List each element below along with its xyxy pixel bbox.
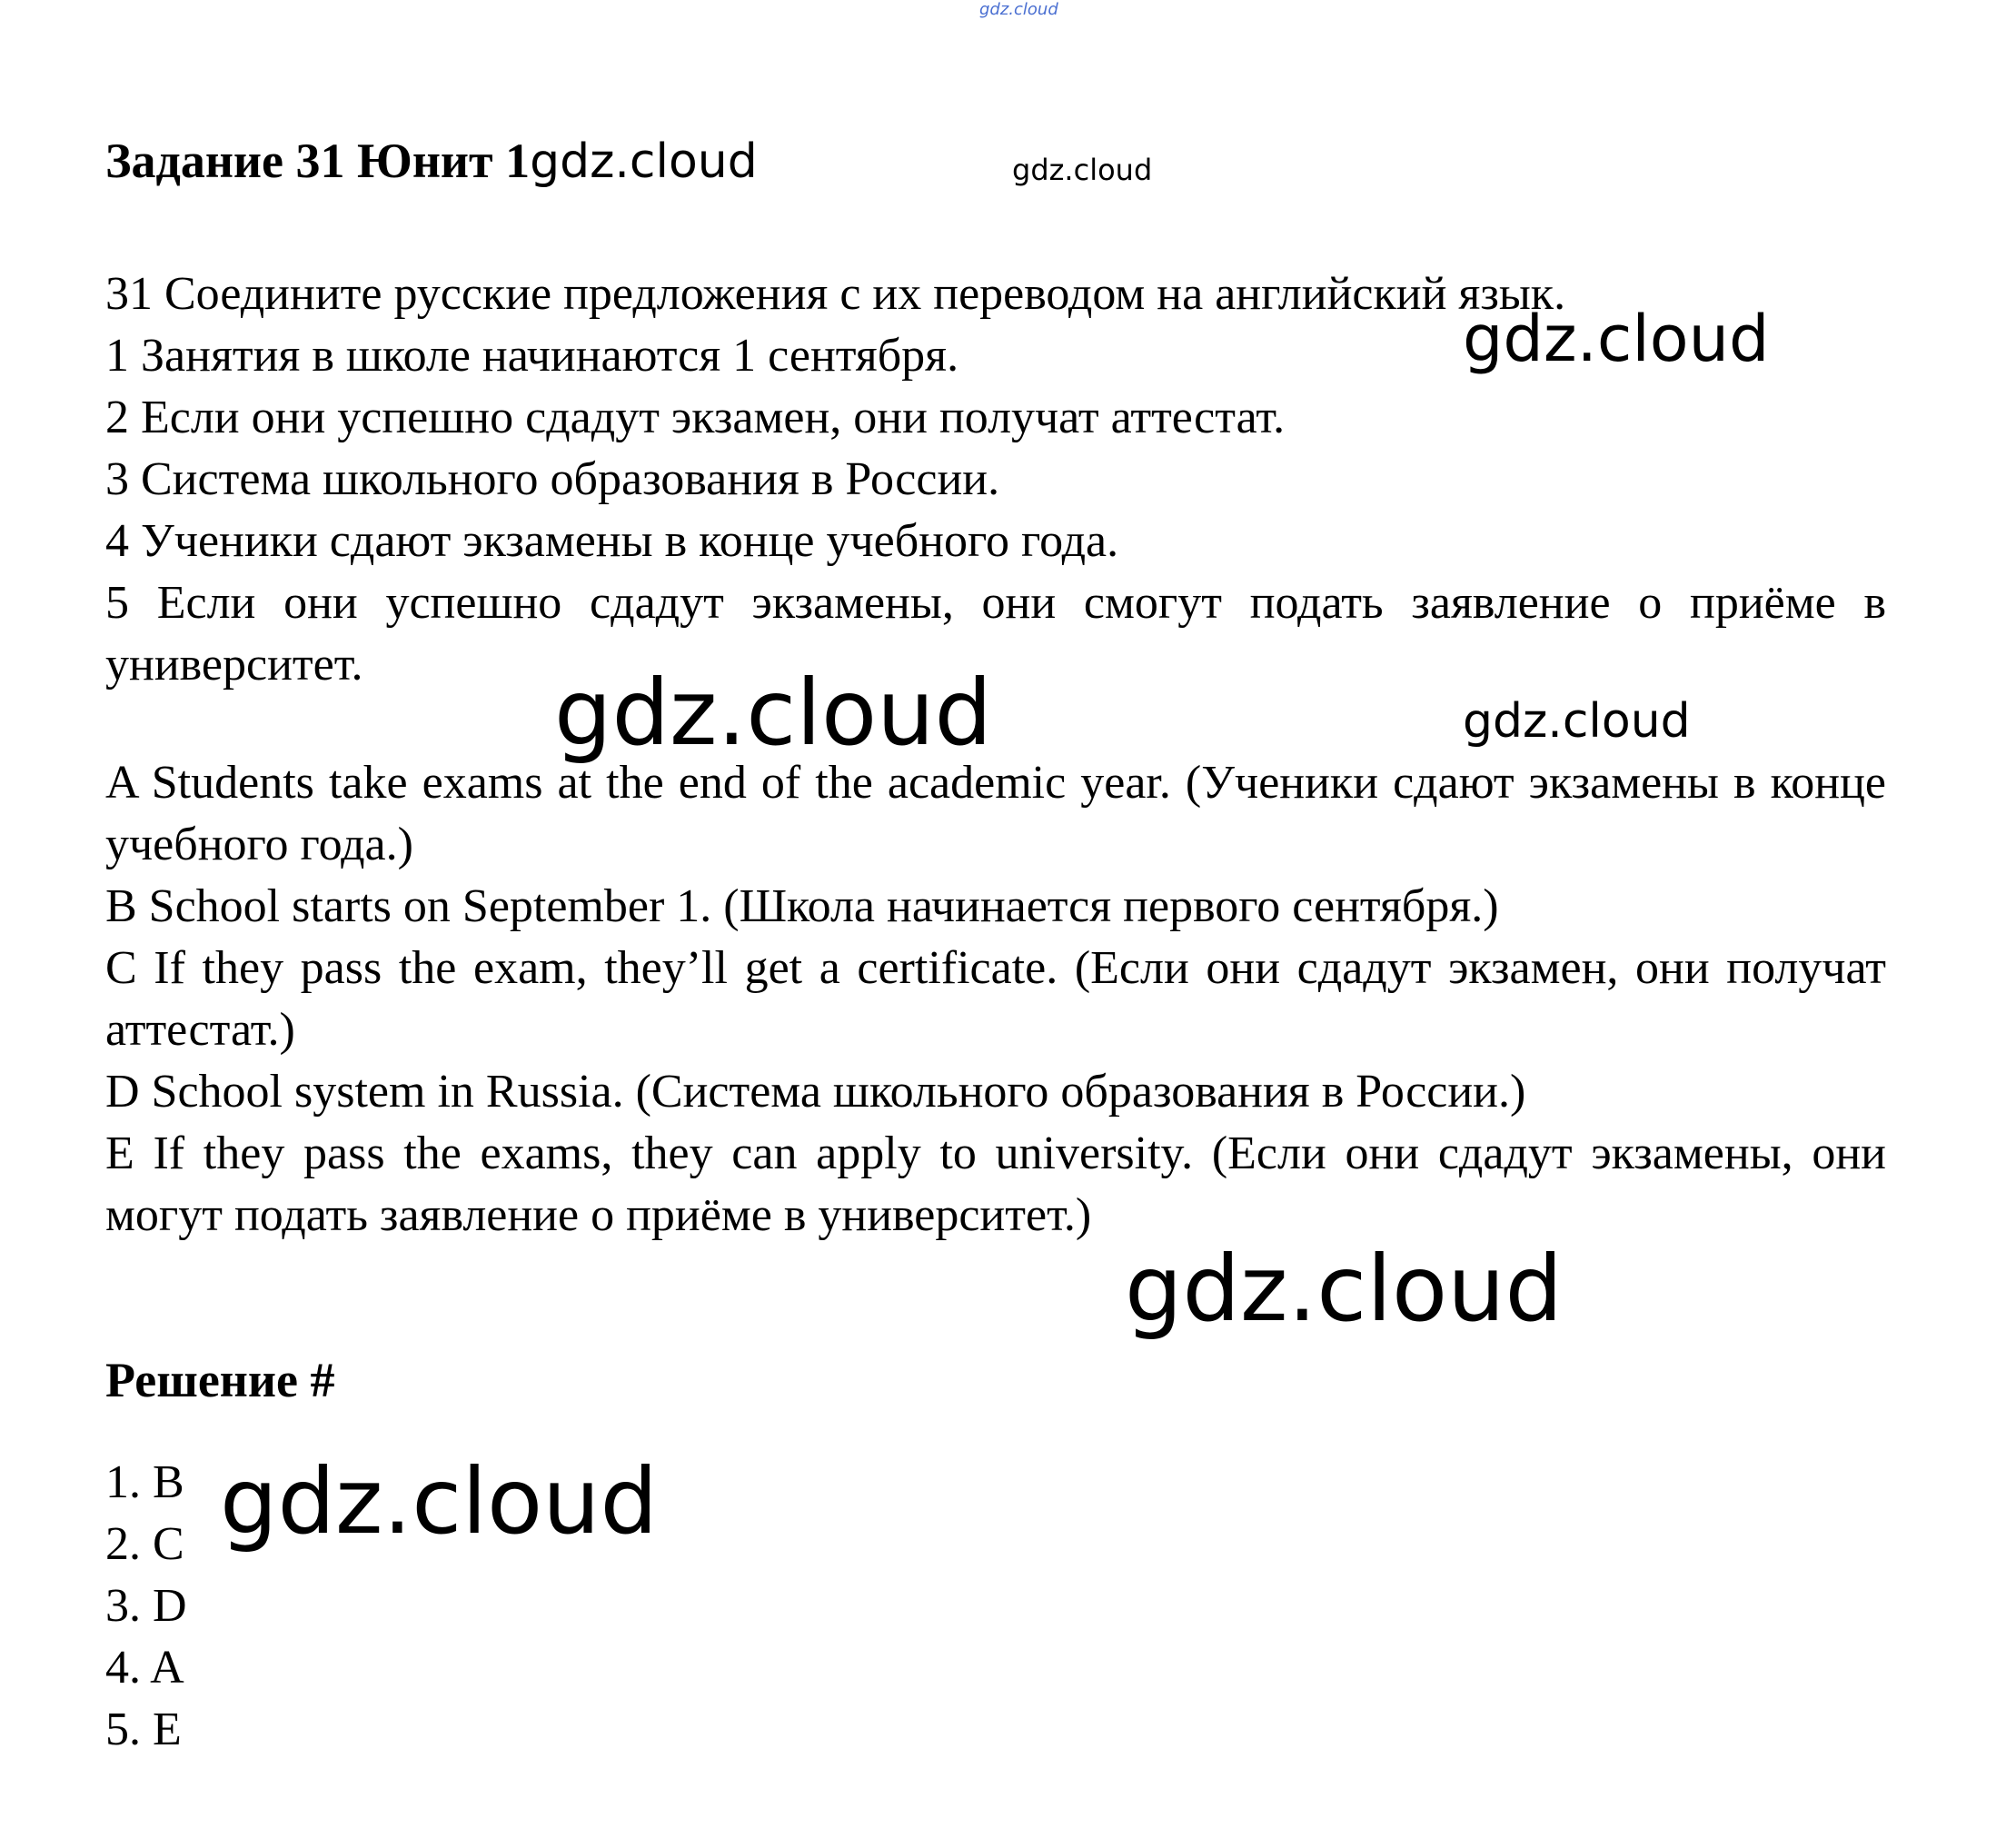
translation-b: B School starts on September 1. (Школа начинается первого сентября.) [105,880,1499,932]
watermark-small: gdz.cloud [1012,153,1153,187]
translation-c: C If they pass the exam, they’ll get a certificate. (Если они сдадут экзамен, они получат аттестат.) [105,942,1886,1056]
solution-title: Решение # [105,1353,335,1407]
answer-item: 3. D [105,1580,187,1632]
answers-list [105,1452,187,1761]
sentence-3: 3 Система школьного образования в России. [105,453,1000,505]
page-title [105,133,758,189]
watermark-medium: gdz.cloud [1463,302,1770,376]
watermark-large: gdz.cloud [220,1448,659,1555]
sentence-4: 4 Ученики сдают экзамены в конце учебного года. [105,515,1119,567]
sentence-1: 1 Занятия в школе начинаются 1 сентября. [105,330,959,382]
watermark-large: gdz.cloud [1125,1236,1564,1342]
page-title-text: Задание 31 Юнит 1 [105,134,531,188]
task-block [105,263,1886,696]
watermark-medium: gdz.cloud [1463,694,1691,749]
watermark-top: gdz.cloud [979,0,1058,19]
page-title-watermark: gdz.cloud [530,134,758,189]
answer-item: 1. B [105,1456,184,1508]
answer-item: 4. A [105,1642,184,1694]
task-instruction: 31 Соедините русские предложения с их переводом на английский язык. [105,268,1566,320]
answer-item: 2. C [105,1518,184,1570]
answer-item: 5. E [105,1704,182,1755]
translations-block [105,752,1886,1247]
watermark-large: gdz.cloud [554,660,993,766]
translation-d: D School system in Russia. (Система школьного образования в России.) [105,1066,1526,1118]
translation-e: E If they pass the exams, they can apply to university. (Если они сдадут экзамены, они могут подать заявление о приёме в университет.) [105,1128,1886,1241]
translation-a: A Students take exams at the end of the academic year. (Ученики сдают экзамены в конце учебного года.) [105,757,1886,870]
sentence-5: 5 Если они успешно сдадут экзамены, они смогут подать заявление о приёме в университет. [105,577,1886,691]
sentence-2: 2 Если они успешно сдадут экзамен, они получат аттестат. [105,392,1286,443]
